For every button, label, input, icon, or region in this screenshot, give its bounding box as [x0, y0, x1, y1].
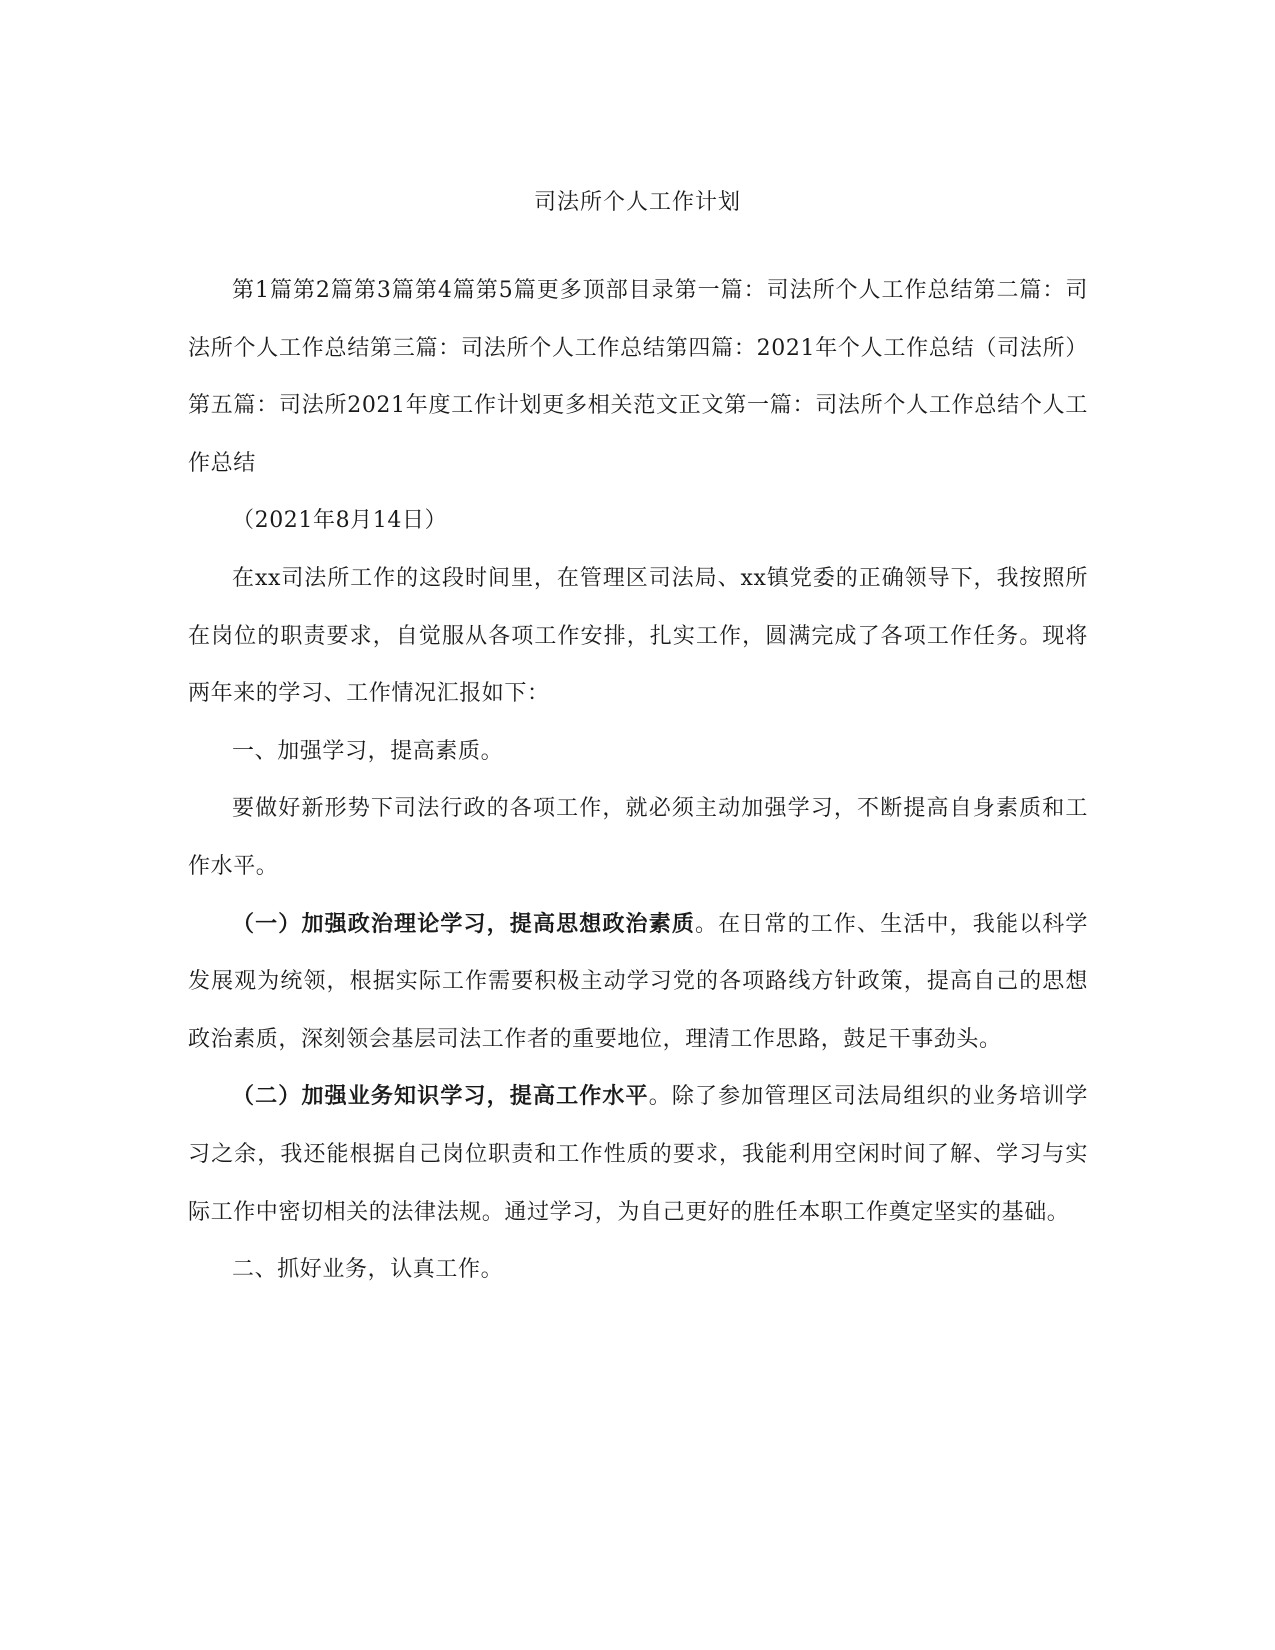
- sub1-heading: （一）加强政治理论学习，提高思想政治素质: [232, 910, 695, 937]
- sub1-text: 。在日常的工作、生活中，我能以科学发展观为统领，根据实际工作需要积极主动学习党的各项路线方针政策，提高自己的思想政治素质，深刻领会基层司法工作者的重要地位，理清工作思路，鼓足干事劲头。: [188, 911, 1088, 1052]
- section2-heading: 二、抓好业务，认真工作。: [232, 1257, 504, 1283]
- date-line: （2021年8月14日）: [232, 508, 448, 534]
- section1-heading: 一、加强学习，提高素质。: [232, 738, 504, 764]
- toc-paragraph: 第1篇第2篇第3篇第4篇第5篇更多顶部目录第一篇：司法所个人工作总结第二篇：司法所个人工作总结第三篇：司法所个人工作总结第四篇：2021年个人工作总结（司法所）第五篇：司法所2021年度工作计划更多相关范文正文第一篇：司法所个人工作总结个人工作总结: [188, 278, 1088, 476]
- sub2-paragraph: [188, 1068, 1088, 1241]
- sub2-text: 。除了参加管理区司法局组织的业务培训学习之余，我还能根据自己岗位职责和工作性质的要求，我能利用空闲时间了解、学习与实际工作中密切相关的法律法规。通过学习，为自己更好的胜任本职工作奠定坚实的基础。: [188, 1084, 1088, 1225]
- document-title: 司法所个人工作计划: [533, 190, 741, 215]
- sub2-heading: （二）加强业务知识学习，提高工作水平: [232, 1083, 649, 1110]
- section1-paragraph: 要做好新形势下司法行政的各项工作，就必须主动加强学习，不断提高自身素质和工作水平。: [188, 796, 1088, 879]
- sub1-paragraph: [188, 896, 1088, 1069]
- intro-paragraph: 在xx司法所工作的这段时间里，在管理区司法局、xx镇党委的正确领导下，我按照所在岗位的职责要求，自觉服从各项工作安排，扎实工作，圆满完成了各项工作任务。现将两年来的学习、工作情况汇报如下：: [188, 565, 1088, 707]
- document-body: [188, 262, 1088, 1299]
